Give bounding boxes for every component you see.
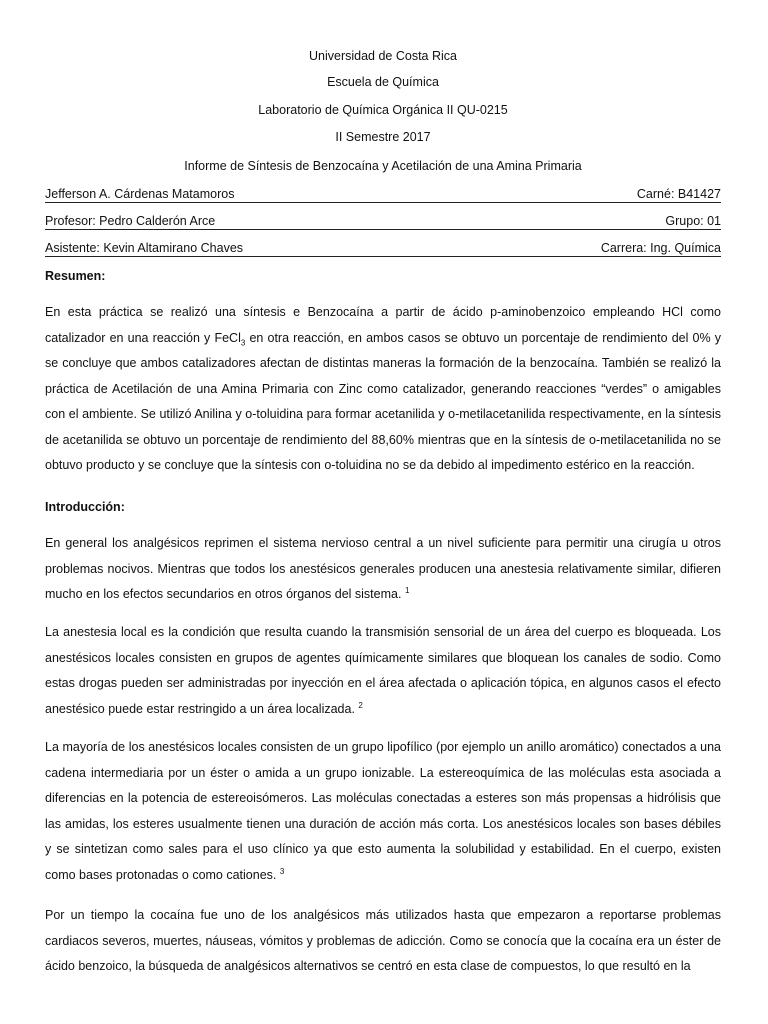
professor-name: Profesor: Pedro Calderón Arce xyxy=(45,214,216,228)
intro-paragraph-1 xyxy=(45,531,721,608)
student-id: Carné: B41427 xyxy=(636,187,721,201)
intro-paragraph-2 xyxy=(45,620,721,722)
intro-p3-text: La mayoría de los anestésicos locales consisten de un grupo lipofílico (por ejemplo un anillo aromático) conectados a una cadena intermediaria por un éster o amida a un grupo ionizable. La estereoquímica de las moléculas esta asociada a diferencias en la potencia de estereoisómeros. Las moléculas conectadas a esteres son más propensas a hidrólisis que las amidas, los esteres usualmente tienen una duración de acción más corta. Los anestésicos locales son bases débiles y se sintetizan como sales para el uso clínico ya que esto aumenta la solubilidad y estabilidad. En el cuerpo, existen como bases protonadas o como cationes. xyxy=(45,740,721,882)
university-name: Universidad de Costa Rica xyxy=(309,49,457,63)
resumen-paragraph xyxy=(45,300,721,479)
document-page xyxy=(45,0,721,1024)
info-row-professor xyxy=(45,213,721,230)
career: Carrera: Ing. Química xyxy=(600,241,721,255)
info-row-student xyxy=(45,186,721,203)
intro-p3-ref: 3 xyxy=(279,866,285,876)
assistant-name: Asistente: Kevin Altamirano Chaves xyxy=(45,241,244,255)
resumen-subscript: 3 xyxy=(240,338,246,347)
intro-p2-ref: 2 xyxy=(358,700,363,710)
student-name: Jefferson A. Cárdenas Matamoros xyxy=(45,187,235,201)
semester: II Semestre 2017 xyxy=(335,130,431,144)
group-number: Grupo: 01 xyxy=(665,214,721,228)
resumen-text-a: En esta práctica se realizó una síntesis e Benzocaína a partir de ácido p-aminobenzoico empleando HCl como catalizador en una reacción y FeCl xyxy=(45,305,721,345)
school-name: Escuela de Química xyxy=(327,75,439,89)
intro-p4-text: Por un tiempo la cocaína fue uno de los analgésicos más utilizados hasta que empezaron a reportarse problemas cardiacos severos, muertes, náuseas, vómitos y problemas de adicción. Como se conocía que la cocaína era un éster de ácido benzoico, la búsqueda de analgésicos alternativos se centró en esta clase de compuestos, lo que resultó en la xyxy=(45,908,721,973)
lab-name: Laboratorio de Química Orgánica II QU-0215 xyxy=(258,103,508,117)
report-title: Informe de Síntesis de Benzocaína y Acetilación de una Amina Primaria xyxy=(184,159,582,173)
introduccion-heading: Introducción: xyxy=(45,500,125,514)
intro-p1-ref: 1 xyxy=(404,585,410,595)
resumen-heading: Resumen: xyxy=(45,269,106,283)
resumen-text-b: en otra reacción, en ambos casos se obtuvo un porcentaje de rendimiento del 0% y se concluye que ambos catalizadores afectan de distintas maneras la formación de la benzocaína. También se realizó la práctica de Acetilación de una Amina Primaria con Zinc como catalizador, generando reacciones “verdes” o amigables con el ambiente. Se utilizó Anilina y o-toluidina para formar acetanilida y o-metilacetanilida respectivamente, en la síntesis de acetanilida se obtuvo un porcentaje de rendimiento del 88,60% mientras que en la síntesis de o-metilacetanilida no se obtuvo producto y se concluye que la síntesis con o-toluidina no se da debido al impedimento estérico en la reacción. xyxy=(45,330,721,472)
info-row-assistant xyxy=(45,240,721,257)
intro-paragraph-3 xyxy=(45,735,721,888)
intro-p1-text: En general los analgésicos reprimen el sistema nervioso central a un nivel suficiente para permitir una cirugía u otros problemas nocivos. Mientras que todos los anestésicos generales producen una anestesia relativamente similar, difieren mucho en los efectos secundarios en otros órganos del sistema. xyxy=(45,536,721,601)
intro-p2-text: La anestesia local es la condición que resulta cuando la transmisión sensorial de un área del cuerpo es bloqueada. Los anestésicos locales consisten en grupos de agentes químicamente similares que bloquean los canales de sodio. Como estas drogas pueden ser administradas por inyección en el área afectada o aplicación tópica, en algunos casos el efecto anestésico puede estar restringido a un área localizada. xyxy=(45,625,721,716)
intro-paragraph-4 xyxy=(45,903,721,980)
